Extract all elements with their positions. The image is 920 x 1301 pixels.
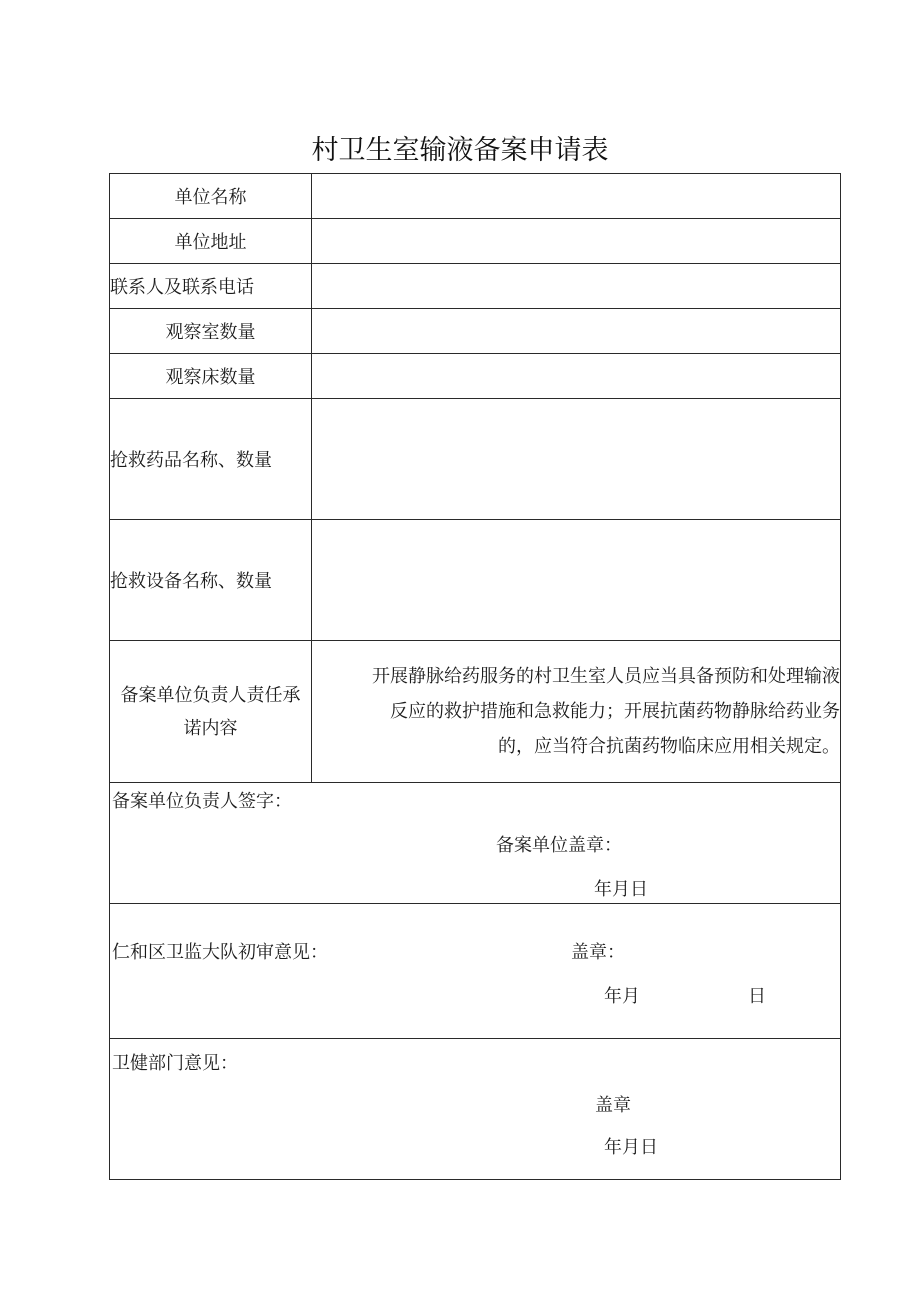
unit-address-label: 单位地址 [110, 219, 312, 264]
dept-opinion-cell[interactable] [110, 1039, 841, 1180]
filing-form-table [109, 173, 841, 1180]
row-observation-rooms [110, 309, 841, 354]
dept-opinion-label: 卫健部门意见： [112, 1053, 238, 1074]
contact-label: 联系人及联系电话 [110, 264, 312, 309]
observation-rooms-label: 观察室数量 [110, 309, 312, 354]
dept-seal-label: 盖章 [595, 1095, 631, 1116]
signature-cell[interactable] [110, 783, 841, 904]
row-unit-name [110, 174, 841, 219]
commitment-label-line2: 诺内容 [183, 717, 238, 739]
signature-label: 备案单位负责人签字： [112, 791, 292, 812]
observation-beds-field[interactable] [312, 354, 841, 399]
initial-review-cell[interactable] [110, 904, 841, 1039]
row-commitment [110, 641, 841, 783]
commitment-text-line1: 开展静脉给药服务的村卫生室人员应当具备预防和处理输液 [372, 666, 840, 687]
unit-name-field[interactable] [312, 174, 841, 219]
row-initial-review [110, 904, 841, 1039]
observation-beds-label: 观察床数量 [110, 354, 312, 399]
observation-rooms-field[interactable] [312, 309, 841, 354]
rescue-drugs-field[interactable] [312, 399, 841, 520]
commitment-text-line2: 反应的救护措施和急救能力；开展抗菌药物静脉给药业务 [390, 701, 840, 722]
unit-address-field[interactable] [312, 219, 841, 264]
dept-date-label: 年月日 [604, 1137, 658, 1158]
row-rescue-drugs [110, 399, 841, 520]
row-dept-opinion [110, 1039, 841, 1180]
unit-seal-label: 备案单位盖章： [496, 835, 622, 856]
initial-review-label: 仁和区卫监大队初审意见： [112, 942, 328, 963]
row-signature [110, 783, 841, 904]
unit-name-label: 单位名称 [110, 174, 312, 219]
rescue-drugs-label: 抢救药品名称、数量 [110, 399, 312, 520]
form-title: 村卫生室输液备案申请表 [311, 135, 609, 166]
rescue-equipment-label: 抢救设备名称、数量 [110, 520, 312, 641]
rescue-equipment-field[interactable] [312, 520, 841, 641]
review-seal-label: 盖章： [571, 942, 625, 963]
commitment-text-line3: 的，应当符合抗菌药物临床应用相关规定。 [498, 736, 840, 757]
review-month-label: 年月 [604, 986, 640, 1007]
contact-field[interactable] [312, 264, 841, 309]
commitment-label-line1: 备案单位负责人责任承 [120, 684, 301, 706]
review-day-label: 日 [748, 986, 766, 1007]
row-rescue-equipment [110, 520, 841, 641]
commitment-label [110, 641, 312, 783]
row-unit-address [110, 219, 841, 264]
row-contact [110, 264, 841, 309]
commitment-text [312, 641, 841, 783]
row-observation-beds [110, 354, 841, 399]
signature-date-label: 年月日 [594, 879, 648, 900]
